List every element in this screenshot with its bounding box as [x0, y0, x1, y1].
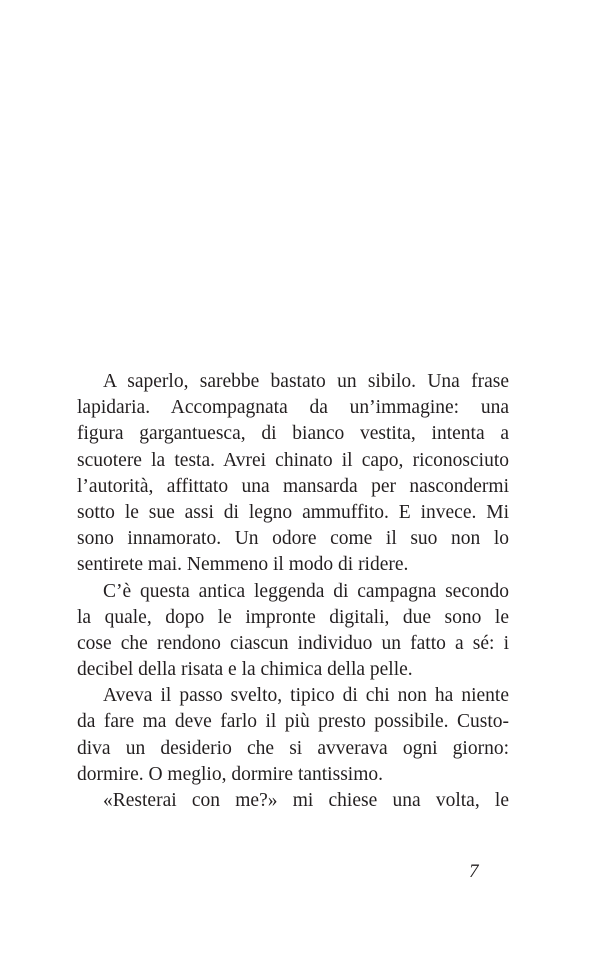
- paragraph-3: [77, 683, 509, 788]
- text-line: A saperlo, sarebbe bastato un sibilo. Una frase: [103, 371, 509, 392]
- text-line: decibel della risata e la chimica della pelle.: [77, 659, 413, 681]
- paragraph-1: [77, 369, 509, 579]
- text-line: C’è questa antica leggenda di campagna secondo: [103, 580, 509, 602]
- text-line: da fare ma deve farlo il più presto possibile. Custo-: [77, 711, 509, 733]
- text-line: lapidaria. Accompagnata da un’immagine: una: [77, 397, 509, 419]
- text-line: la quale, dopo le impronte digitali, due sono le: [77, 606, 509, 628]
- body-text: [77, 369, 509, 814]
- text-line: Aveva il passo svelto, tipico di chi non ha niente: [103, 685, 509, 707]
- text-line: sentirete mai. Nemmeno il modo di ridere.: [77, 554, 409, 576]
- text-line: cose che rendono ciascun individuo un fatto a sé: i: [77, 632, 509, 654]
- text-line: figura gargantuesca, di bianco vestita, intenta a: [77, 423, 509, 445]
- text-line: l’autorità, affittato una mansarda per nascondermi: [77, 475, 509, 497]
- page-number: 7: [469, 861, 479, 882]
- text-line: sotto le sue assi di legno ammuffito. E invece. Mi: [77, 501, 509, 523]
- text-line: «Resterai con me?» mi chiese una volta, le: [103, 790, 509, 811]
- text-line: diva un desiderio che si avverava ogni giorno:: [77, 737, 509, 759]
- paragraph-2: [77, 579, 509, 684]
- text-line: dormire. O meglio, dormire tantissimo.: [77, 763, 383, 785]
- text-line: sono innamorato. Un odore come il suo non lo: [77, 528, 509, 550]
- paragraph-4: [77, 788, 509, 814]
- text-line: scuotere la testa. Avrei chinato il capo, riconosciuto: [77, 449, 509, 471]
